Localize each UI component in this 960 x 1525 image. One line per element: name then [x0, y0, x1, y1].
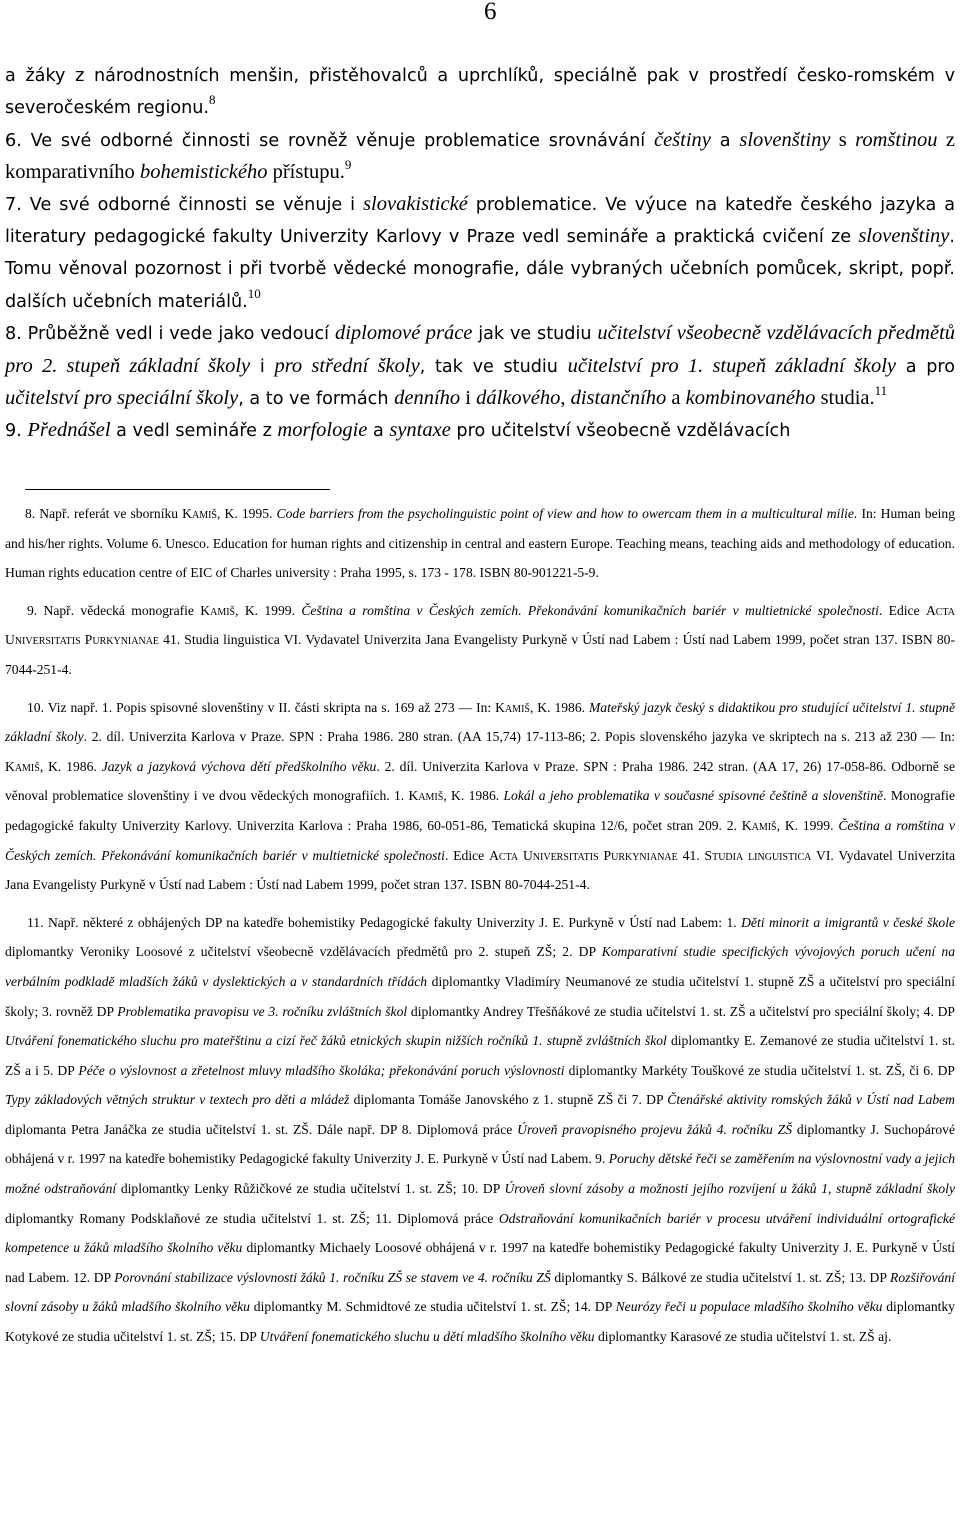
- paragraph-item-8: 8. Průběžně vedl i vede jako vedoucí diplomové práce jak ve studiu učitelství všeobecně vzdělávacích předmětů pro 2. stupeň základní školy i pro střední školy, tak ve studiu učitelství pro 1. stupeň základní školy a pro učitelství pro speciální školy, a to ve formách denního i dálkového, distančního a kombinovaného studia.$^{11}$: [5, 322, 956, 410]
- paragraph-item-6: 6. Ve své odborné činnosti se rovněž věnuje problematice srovnávání češtiny a slovenštiny s romštinou z komparativního bohemistického přístupu.$^9$: [5, 128, 955, 184]
- footnotes: [5, 499, 955, 1360]
- footnote-ref-10: 10: [247, 285, 261, 301]
- paragraph-continuation: a žáky z národnostních menšin, přistěhovalců a uprchlíků, speciálně pak v prostředí česko-romském v severočeském regionu.$^8$: [5, 66, 955, 119]
- footnote-8: 8. Např. referát ve sborníku Kamiš, K. 1995. Code barriers from the psycholinguistic point of view and how to owercam them in a multicultural milie. In: Human being and his/her rights. Volume 6. Unesco. Education for human rights and citizenship in central and eastern Europe. Teaching means, teaching aids and methodology of education. Human rights education centre of EIC of Charles university : Praha 1995, s. 173 - 178. ISBN 80-901221-5-9.: [5, 506, 955, 581]
- paragraph-item-7: 7. Ve své odborné činnosti se věnuje i slovakistické problematice. Ve výuce na katedře českého jazyka a literatury pedagogické fakulty Univerzity Karlovy v Praze vedl semináře a praktická cvičení ze slovenštiny. Tomu věnoval pozornost i při tvorbě vědecké monografie, dále vybraných učebních pomůcek, skript, popř. dalších učebních materiálů.$^{10}$: [5, 192, 955, 312]
- main-text: [5, 60, 955, 448]
- page-number: 6: [484, 0, 497, 25]
- footnote-11: 11. Např. některé z obhájených DP na katedře bohemistiky Pedagogické fakulty Univerzity J. E. Purkyně v Ústí nad Labem: 1. Děti minorit a imigrantů v české škole diplomantky Veroniky Loosové z učitelství všeobecně vzdělávacích předmětů pro 2. stupeň ZŠ; 2. DP Komparativní studie specifických vývojových poruch učení na verbálním podkladě mladších žáků v dyslektických a v standardních třídách diplomantky Vladimíry Neumanové ze studia učitelství 1. stupně ZŠ a učitelství pro speciální školy; 3. rovněž DP Problematika pravopisu ve 3. ročníku zvláštních škol diplomantky Andrey Třešňákové ze studia učitelství 1. st. ZŠ a učitelství pro speciální školy; 4. DP Utváření fonematického sluchu pro mateřštinu a cizí řeč žáků etnických skupin nižších ročníků 1. stupně zvláštních škol diplomantky E. Zemanové ze studia učitelství 1. st. ZŠ a i 5. DP Péče o výslovnost a zřetelnost mluvy mladšího školáka; překonávání poruch výslovnosti diplomantky Markéty Touškové ze studia učitelství 1. st. ZŠ, či 6. DP Typy základových větných struktur v textech pro děti a mládež diplomanta Tomáše Janovského z 1. stupně ZŠ či 7. DP Čtenářské aktivity romských žáků v Ústí nad Labem diplomanta Petra Janáčka ze studia učitelství 1. st. ZŠ. Dále např. DP 8. Diplomová práce Úroveň pravopisného projevu žáků 4. ročníku ZŠ diplomantky J. Suchopárové obhájená v r. 1997 na katedře bohemistiky Pedagogické fakulty Univerzity J. E. Purkyně v Ústí nad Labem. 9. Poruchy dětské řeči se zaměřením na výslovnostní vady a jejich možné odstraňování diplomantky Lenky Růžičkové ze studia učitelství 1. st. ZŠ; 10. DP Úroveň slovní zásoby a možnosti jejího rozvíjení u žáků 1, stupně základní školy diplomantky Romany Podsklaňové ze studia učitelství 1. st. ZŠ; 11. Diplomová práce Odstraňování komunikačních bariér v procesu utváření individuální ortografické kompetence u žáků mladšího školního věku diplomantky Michaely Loosové obhájená v r. 1997 na katedře bohemistiky Pedagogické fakulty Univerzity J. E. Purkyně v Ústí nad Labem. 12. DP Porovnání stabilizace výslovnosti žáků 1. ročníku ZŠ se stavem ve 4. ročníku ZŠ diplomantky S. Bálkové ze studia učitelství 1. st. ZŠ; 13. DP Rozšiřování slovní zásoby u žáků mladšího školního věku diplomantky M. Schmidtové ze studia učitelství 1. st. ZŠ; 14. DP Neurózy řeči u populace mladšího školního věku diplomantky Kotykové ze studia učitelství 1. st. ZŠ; 15. DP Utváření fonematického sluchu u dětí mladšího školního věku diplomantky Karasové ze studia učitelství 1. st. ZŠ aj.: [5, 914, 956, 1345]
- footnote-ref-11: 11: [874, 383, 888, 399]
- footnote-9: 9. Např. vědecká monografie Kamiš, K. 1999. Čeština a romština v Českých zemích. Překonávání komunikačních bariér v multietnické společnosti. Edice Acta Universitatis Purkynianae 41. Studia linguistica VI. Vydavatel Univerzita Jana Evangelisty Purkyně v Ústí nad Labem : Ústí nad Labem 1999, počet stran 137. ISBN 80-7044-251-4.: [5, 602, 955, 677]
- footnote-separator: [25, 489, 330, 490]
- footnote-ref-9: 9: [344, 157, 352, 173]
- footnote-10: 10. Viz např. 1. Popis spisovné slovenštiny v II. části skripta na s. 169 až 273 — In: Kamiš, K. 1986. Mateřský jazyk český s didaktikou pro studující učitelství 1. stupně základní školy. 2. díl. Univerzita Karlova v Praze. SPN : Praha 1986. 280 stran. (AA 15,74) 17-113-86; 2. Popis slovenského jazyka ve skriptech na s. 213 až 230 — In: Kamiš, K. 1986. Jazyk a jazyková výchova dětí předškolního věku. 2. díl. Univerzita Karlova v Praze. SPN : Praha 1986. 242 stran. (AA 17, 26) 17-058-86. Odborně se věnoval problematice slovenštiny i ve dvou vědeckých monografiích. 1. Kamiš, K. 1986. Lokál a jeho problematika v současné spisovné češtině a slovenštině. Monografie pedagogické fakulty Univerzity Karlovy. Univerzita Karlova : Praha 1986, 60-051-86, Tematická skupina 12/6, počet stran 209. 2. Kamiš, K. 1999. Čeština a romština v Českých zemích. Překonávání komunikačních bariér v multietnické společnosti. Edice Acta Universitatis Purkynianae 41. Studia linguistica VI. Vydavatel Univerzita Jana Evangelisty Purkyně v Ústí nad Labem : Ústí nad Labem 1999, počet stran 137. ISBN 80-7044-251-4.: [5, 699, 956, 893]
- paragraph-item-9: 9. Přednášel a vedl semináře z morfologie a syntaxe pro učitelství všeobecně vzdělávacích: [5, 419, 791, 442]
- footnote-ref-8: 8: [209, 92, 216, 108]
